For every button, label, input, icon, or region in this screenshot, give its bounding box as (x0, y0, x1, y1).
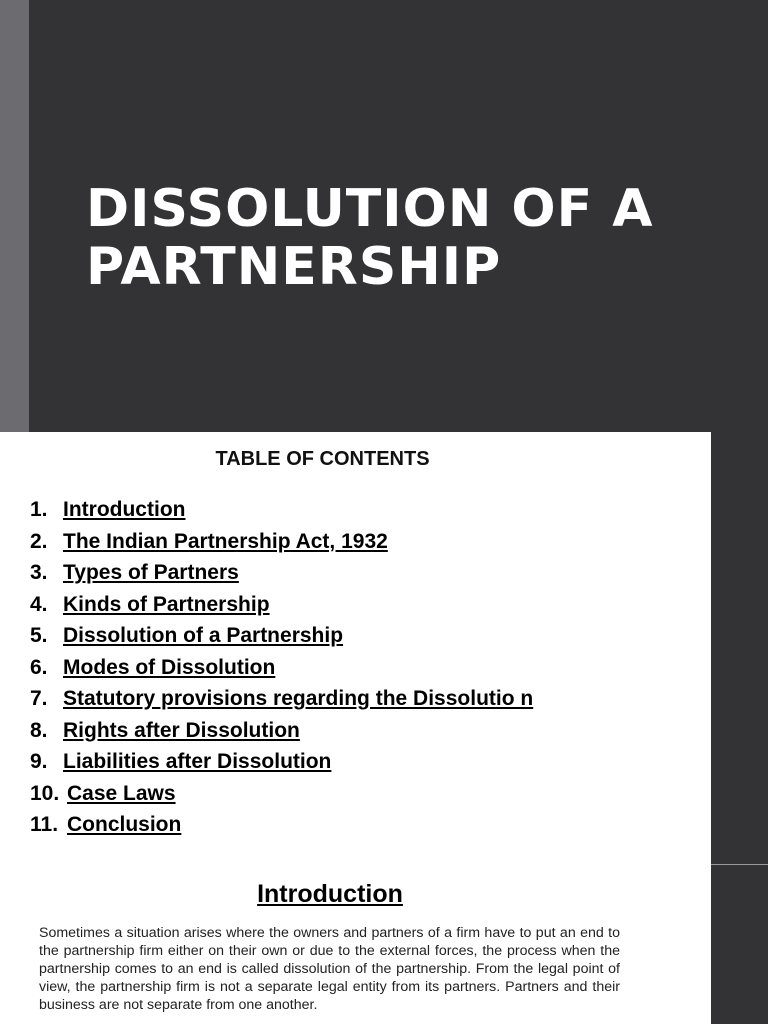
toc-number: 6. (30, 655, 48, 679)
toc-item (30, 498, 630, 521)
toc-number: 4. (30, 592, 48, 616)
toc-number: 5. (30, 624, 48, 647)
toc-number: 8. (30, 718, 48, 742)
toc-item (30, 530, 630, 553)
toc-link-introduction[interactable]: Introduction (63, 498, 186, 521)
toc-link-kinds-of-partnership[interactable]: Kinds of Partnership (63, 592, 270, 616)
toc-item (30, 624, 630, 647)
toc-number: 1. (30, 498, 48, 521)
toc-item (30, 656, 630, 679)
toc-item (30, 813, 630, 836)
toc-link-modes-of-dissolution[interactable]: Modes of Dissolution (63, 655, 276, 679)
toc-link-indian-partnership-act[interactable]: The Indian Partnership Act, 1932 (63, 529, 388, 553)
toc-number: 7. (30, 687, 48, 710)
toc-heading: TABLE OF CONTENTS (215, 448, 430, 470)
introduction-paragraph: Sometimes a situation arises where the owners and partners of a firm have to put an end to the partnership firm either on their own or due to the external forces, the process when the partnership comes to an end is called dissolution of the partnership. From the legal point of view, the partnership firm is not a separate legal entity from its partners. Partners and their business are not separate from one another. (39, 925, 620, 1013)
toc-list (30, 498, 630, 845)
toc-number: 10. (30, 781, 60, 805)
document-page (0, 432, 711, 1024)
divider-line (711, 864, 768, 865)
toc-item (30, 687, 630, 710)
toc-link-conclusion[interactable]: Conclusion (67, 813, 182, 836)
slide-title: DISSOLUTION OF A PARTNERSHIP (86, 179, 654, 297)
toc-link-case-laws[interactable]: Case Laws (67, 781, 176, 805)
toc-item (30, 782, 630, 805)
toc-link-liabilities-after-dissolution[interactable]: Liabilities after Dissolution (63, 750, 332, 773)
toc-number: 11. (30, 813, 59, 836)
toc-number: 9. (30, 750, 48, 773)
slide-accent-bar (0, 0, 29, 432)
toc-link-rights-after-dissolution[interactable]: Rights after Dissolution (63, 718, 300, 742)
toc-link-statutory-provisions[interactable]: Statutory provisions regarding the Dissolutio n (63, 687, 534, 710)
toc-item (30, 750, 630, 773)
toc-item (30, 719, 630, 742)
toc-link-types-of-partners[interactable]: Types of Partners (63, 561, 239, 584)
toc-link-dissolution-of-partnership[interactable]: Dissolution of a Partnership (63, 624, 344, 647)
toc-item (30, 593, 630, 616)
toc-number: 3. (30, 561, 48, 584)
toc-item (30, 561, 630, 584)
section-heading-introduction: Introduction (257, 880, 403, 908)
toc-number: 2. (30, 529, 48, 553)
